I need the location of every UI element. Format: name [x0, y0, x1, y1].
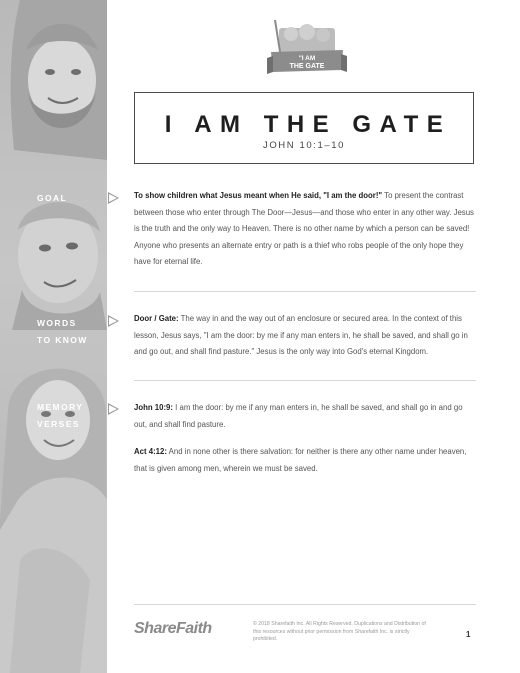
words-arrow-icon [108, 315, 119, 327]
memory-label-line1: MEMORY [37, 402, 84, 412]
verse2-text: And in none other is there salvation: for neither is there any other name under heaven, that is given among men, wherein we must be saved. [134, 447, 467, 473]
verse1-text: I am the door: by me if any man enters in, he shall be saved, and shall go in and go out, and shall find pasture. [134, 403, 463, 429]
words-label-line2: TO KNOW [37, 335, 88, 345]
goal-text [134, 188, 476, 271]
memory-arrow-icon [108, 403, 119, 415]
verse2-ref: Act 4:12: [134, 447, 167, 456]
page-title: I AM THE GATE [164, 111, 452, 138]
memory-verse-1 [134, 400, 476, 433]
copyright-notice: © 2018 Sharefaith Inc. All Rights Reserved. Duplications and Distribution of this resources without prior permission from Sharefaith Inc. is strictly prohibited. [253, 621, 426, 643]
words-label [37, 316, 88, 347]
goal-arrow-icon [108, 192, 119, 204]
memory-label-line2: VERSES [37, 419, 80, 429]
goal-bold: To show children what Jesus meant when He said, "I am the door!" [134, 191, 383, 200]
memory-verse-2 [134, 444, 476, 477]
words-text [134, 311, 476, 361]
logo-line1: "I AM [298, 55, 316, 62]
verse1-ref: John 10:9: [134, 403, 173, 412]
memory-label [37, 400, 83, 431]
lesson-logo [267, 18, 347, 80]
scripture-reference: JOHN 10:1–10 [262, 140, 346, 151]
page-number: 1 [466, 630, 471, 639]
goal-body: To present the contrast between those who enter through The Door—Jesus—and those who enter in any other way. Jesus is the truth and the only way to Heaven. There is no other name by which a person can be saved! Anyone who presents an alternate entry or path is a thief who robs people of the only hope they have for eternal life. [134, 191, 474, 267]
divider [134, 291, 476, 292]
words-term: Door / Gate: [134, 314, 179, 323]
logo-line2: THE GATE [289, 63, 325, 70]
gate-scene-icon [267, 18, 347, 80]
words-body: The way in and the way out of an enclosure or secured area. In the context of this lesson, Jesus says, "I am the door: by me if any man enters in, he shall be saved, and shall go in and go out, and shall find pasture." Jesus is the only way into God's eternal Kingdom. [134, 314, 468, 357]
title-box [134, 92, 474, 164]
divider [134, 380, 476, 381]
words-label-line1: WORDS [37, 318, 77, 328]
sharefaith-logo: ShareFaith [134, 620, 212, 637]
footer-divider [134, 604, 476, 605]
goal-label: GOAL [37, 193, 68, 203]
